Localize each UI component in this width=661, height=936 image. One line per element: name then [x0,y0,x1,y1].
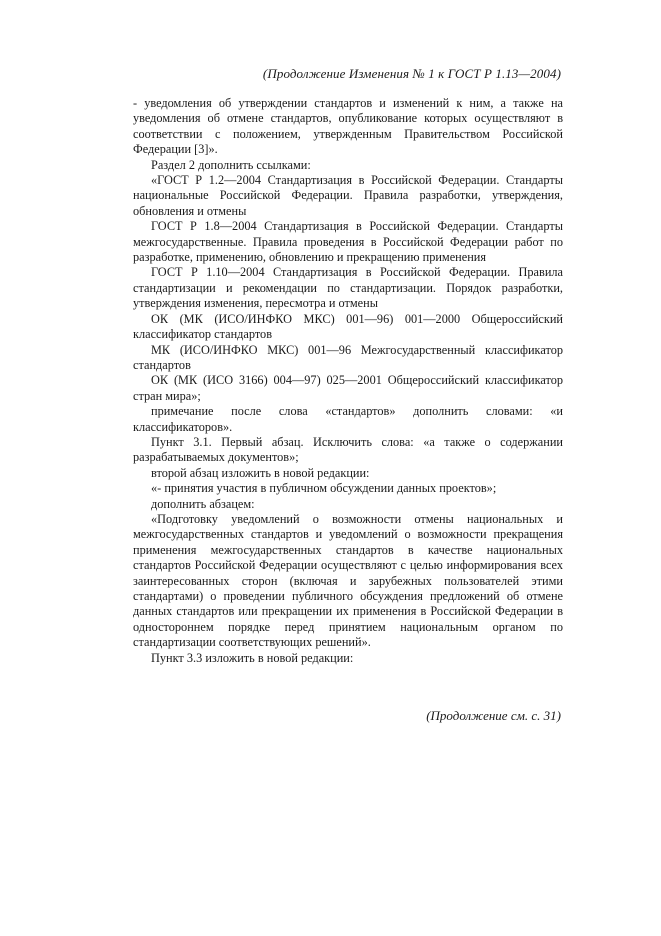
paragraph: Раздел 2 дополнить ссылками: [151,157,311,172]
paragraph: ГОСТ Р 1.10—2004 Стандартизация в Российской Федерации. Правила стандартизации и рекомендации по стандартизации. Порядок разработки, утверждения изменения, пересмотра и отмены [133,265,563,311]
continuation-header: (Продолжение Изменения № 1 к ГОСТ Р 1.13—2004) [262,66,561,81]
paragraph: второй абзац изложить в новой редакции: [151,465,370,480]
paragraph: «Подготовку уведомлений о возможности отмены национальных и межгосударственных стандартов и уведомлений о возможности прекращения применения межгосударственных стандартов в качестве национальных стандартов Российской Федерации осуществляют с целью информирования всех заинтересованных сторон (включая и зарубежных пользователей этими стандартами) о проведении публичного обсуждения предложений об отмене данных стандартов или прекращении их применения в Российской Федерации в одностороннем порядке перед принятием национальным органом по стандартизации соответствующих решений». [133,511,563,650]
paragraph: примечание после слова «стандартов» дополнить словами: «и классификаторов». [133,404,563,434]
document-body [133,96,563,666]
paragraph: дополнить абзацем: [151,496,255,511]
paragraph: ГОСТ Р 1.8—2004 Стандартизация в Российской Федерации. Стандарты межгосударственные. Правила проведения в Российской Федерации работ по разработке, применению, обновлению и прекращению применения [133,219,563,265]
paragraph: ОК (МК (ИСО 3166) 004—97) 025—2001 Общероссийский классификатор стран мира»; [133,373,563,403]
paragraph: - уведомления об утверждении стандартов и изменений к ним, а также на уведомления об отмене стандартов, опубликование которых осуществляют в соответствии с положением, утвержденным Правительством Российской Федерации [3]». [133,96,563,157]
paragraph: Пункт 3.1. Первый абзац. Исключить слова: «а также о содержании разрабатываемых документов»; [133,434,563,465]
paragraph: ОК (МК (ИСО/ИНФКО МКС) 001—96) 001—2000 Общероссийский классификатор стандартов [133,311,563,342]
paragraph: МК (ИСО/ИНФКО МКС) 001—96 Межгосударственный классификатор стандартов [133,342,563,372]
paragraph: Пункт 3.3 изложить в новой редакции: [151,650,354,665]
continuation-footer: (Продолжение см. с. 31) [426,708,561,723]
paragraph: «ГОСТ Р 1.2—2004 Стандартизация в Российской Федерации. Стандарты национальные Российской Федерации. Правила разработки, утверждения, обновления и отмены [133,173,563,218]
paragraph: «- принятия участия в публичном обсуждении данных проектов»; [151,481,497,496]
